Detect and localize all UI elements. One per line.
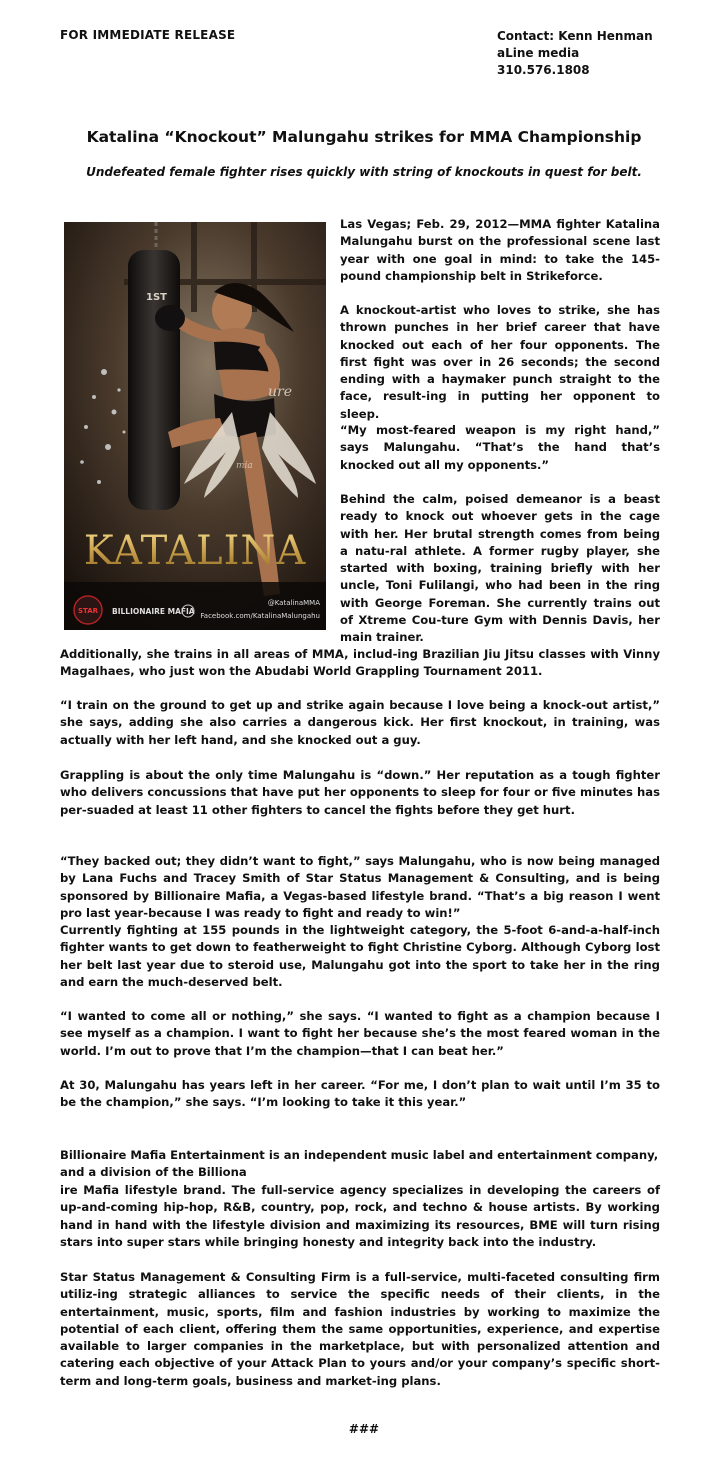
paragraph-2: A knockout-artist who loves to strike, she has thrown punches in her brief career that have knocked out each of her four opponents. The first fight was over in 26 seconds; the second ending with a haymaker punch straight to the face, result-ing in putting her opponent to sleep. [340,303,660,421]
subheadline: Undefeated female fighter rises quickly with string of knockouts in quest for belt. [86,165,642,179]
boilerplate-bme-2: ire Mafia lifestyle brand. The full-service agency specializes in developing the careers of up-and-coming hip-hop, R&B, country, pop, rock, and techno & house artists. By working hand in hand with the lifestyle division and maximizing its resources, BME will turn rising stars into super stars while bringing honesty and integrity back into the industry. [60,1183,660,1249]
poster-brand: BILLIONAIRE MAFIA [112,607,195,616]
headline: Katalina “Knockout” Malungahu strikes for MMA Championship [86,128,642,146]
release-label: FOR IMMEDIATE RELEASE [60,28,236,42]
star-status-logo: STAR [77,607,99,615]
paragraph-10: “I wanted to come all or nothing,” she says. “I wanted to fight as a champion because I see myself as a champion. I want to fight her because she’s the most feared woman in the world. I’m out to prove that I’m the champion—that I can beat her.” [60,1009,660,1058]
poster-handle: @KatalinaMMA [267,599,320,607]
paragraph-11: At 30, Malungahu has years left in her career. “For me, I don’t plan to wait until I’m 35 to be the champion,” she says. “I’m looking to take it this year.” [60,1078,660,1110]
wing-text: ure [268,384,292,400]
boilerplate-star-status: Star Status Management & Consulting Firm is a full-service, multi-faceted consulting firm utiliz-ing strategic alliances to service the specific needs of their clients, in the entertainment, music, sports, film and fashion industries by working to maximize the potential of each client, offering them the same opportunities, experience, and expertise available to larger companies in the marketplace, but with personalized attention and catering each objective of your Attack Plan to yours and/or your company’s specific short-term and long-term goals, business and market-ing plans. [60,1270,660,1388]
contact-phone: 310.576.1808 [497,63,590,77]
paragraph-7: Grappling is about the only time Malungahu is “down.” Her reputation as a tough fighter who delivers concussions that have put her opponents to sleep for four or five minutes has per-suaded at least 11 other fighters to cancel the fights before they get hurt. [60,768,660,817]
paragraph-3: “My most-feared weapon is my right hand,” says Malungahu. “That’s the hand that’s knocked out all my opponents.” [340,423,660,472]
fighter-poster-image [64,222,326,630]
end-mark: ### [348,1422,380,1436]
contact-block [497,28,653,79]
paragraph-4: Behind the calm, poised demeanor is a beast ready to knock out whoever gets in the cage with her. Her brutal strength comes from being a natu-ral athlete. A former rugby player, she started with boxing, training briefly with her uncle, Toni Fulilangi, who had been in the ring with George Foreman. She currently trains out of Xtreme Cou-ture Gym with Dennis Davis, her main trainer. [340,492,660,645]
contact-name: Contact: Kenn Henman [497,29,653,43]
paragraph-5: Additionally, she trains in all areas of MMA, includ-ing Brazilian Jiu Jitsu classes with Vinny Magalhaes, who just won the Abudabi World Grappling Tournament 2011. [60,647,660,679]
contact-company: aLine media [497,46,580,60]
paragraph-6: “I train on the ground to get up and strike again because I love being a knock-out artist,” she says, adding she also carries a dangerous kick. Her first knockout, in training, was actually with her left hand, and she knocked out a guy. [60,698,660,747]
boilerplate-bme-1: Billionaire Mafia Entertainment is an independent music label and entertainment company, and a division of the Billiona [60,1148,659,1180]
poster-facebook: Facebook.com/KatalinaMalungahu [200,612,320,620]
wing-text-lower: mia [236,461,253,471]
paragraph-8: “They backed out; they didn’t want to fight,” says Malungahu, who is now being managed by Lana Fuchs and Tracey Smith of Star Status Management & Consulting, and is being sponsored by Billionaire Mafia, a Vegas-based lifestyle brand. “That’s a big reason I went pro last year-because I was ready to fight and ready to win!” [60,854,660,920]
paragraph-1: Las Vegas; Feb. 29, 2012—MMA fighter Katalina Malungahu burst on the professional scene last year with one goal in mind: to take the 145-pound championship belt in Strikeforce. [340,217,660,283]
paragraph-9: Currently fighting at 155 pounds in the lightweight category, the 5-foot 6-and-a-half-inch fighter wants to get down to featherweight to fight Christine Cyborg. Although Cyborg lost her belt last year due to steroid use, Malungahu got into the sport to take her in the ring and earn the much-deserved belt. [60,923,660,989]
poster-title: KATALINA [83,528,307,574]
bag-label: 1ST [146,292,167,303]
